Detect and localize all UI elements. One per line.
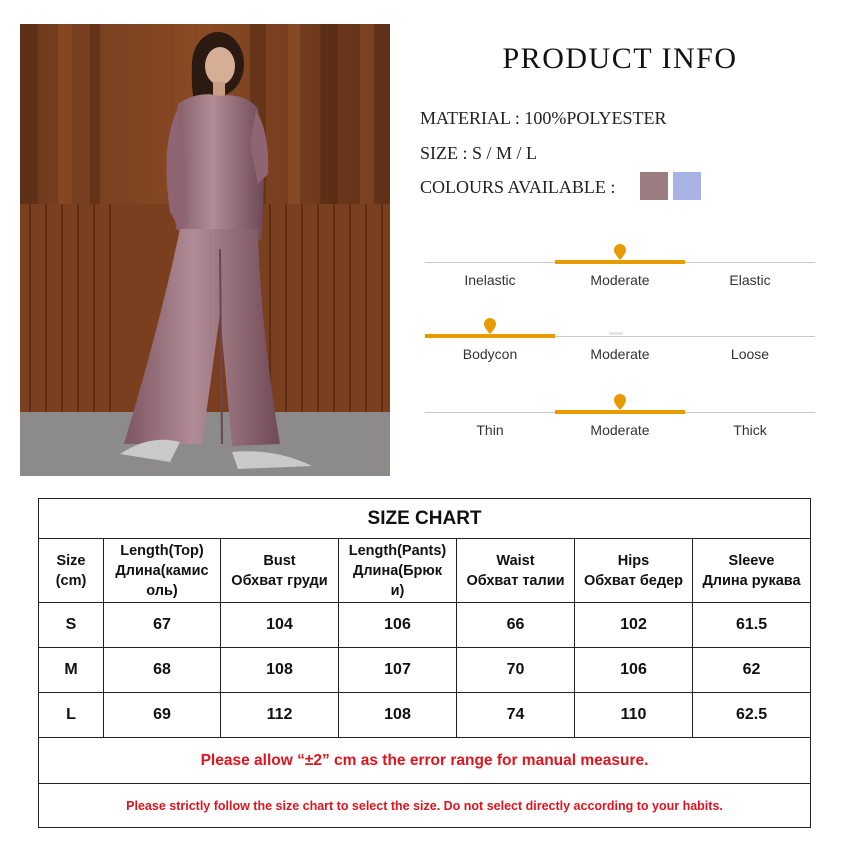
cell-bust: 108 bbox=[221, 648, 339, 693]
cell-sleeve: 62 bbox=[693, 648, 811, 693]
scale-label-elastic: Elastic bbox=[729, 272, 771, 288]
table-header-row bbox=[39, 539, 811, 603]
cell-size: L bbox=[39, 693, 104, 738]
fit-scale bbox=[425, 310, 815, 370]
cell-waist: 74 bbox=[457, 693, 575, 738]
cell-hips: 106 bbox=[575, 648, 693, 693]
model-in-satin-suit-image bbox=[20, 24, 390, 476]
size-chart-table bbox=[38, 498, 811, 828]
header-length-top: Length(Top) Длина(камис оль) bbox=[104, 539, 221, 603]
cell-length-top: 69 bbox=[104, 693, 221, 738]
scale-selected-segment bbox=[555, 410, 685, 414]
table-row bbox=[39, 603, 811, 648]
size-chart-title: SIZE CHART bbox=[39, 499, 811, 539]
table-row bbox=[39, 693, 811, 738]
cell-size: S bbox=[39, 603, 104, 648]
size-selection-note: Please strictly follow the size chart to select the size. Do not select directly according to your habits. bbox=[39, 784, 811, 828]
scale-label-moderate: Moderate bbox=[590, 422, 650, 438]
cell-bust: 112 bbox=[221, 693, 339, 738]
map-pin-icon bbox=[484, 318, 496, 334]
map-pin-icon bbox=[614, 394, 626, 410]
size-text: SIZE : S / M / L bbox=[420, 143, 538, 163]
map-pin-icon bbox=[614, 244, 626, 260]
colours-label: COLOURS AVAILABLE : bbox=[420, 177, 616, 197]
elasticity-scale bbox=[425, 236, 815, 296]
header-bust: Bust Обхват груди bbox=[221, 539, 339, 603]
cell-length-top: 68 bbox=[104, 648, 221, 693]
scale-selected-segment bbox=[425, 334, 555, 338]
cell-length-pants: 107 bbox=[339, 648, 457, 693]
scale-label-bodycon: Bodycon bbox=[462, 346, 518, 362]
header-sleeve: Sleeve Длина рукава bbox=[693, 539, 811, 603]
scale-selected-segment bbox=[555, 260, 685, 264]
header-hips: Hips Обхват бедер bbox=[575, 539, 693, 603]
table-row bbox=[39, 648, 811, 693]
header-length-pants: Length(Pants) Длина(Брюк и) bbox=[339, 539, 457, 603]
colour-swatch-mauve[interactable] bbox=[640, 172, 668, 200]
cell-length-pants: 106 bbox=[339, 603, 457, 648]
cell-waist: 70 bbox=[457, 648, 575, 693]
scale-tick bbox=[609, 332, 623, 335]
cell-sleeve: 62.5 bbox=[693, 693, 811, 738]
scale-label-thick: Thick bbox=[733, 422, 767, 438]
cell-hips: 110 bbox=[575, 693, 693, 738]
scale-label-moderate: Moderate bbox=[590, 346, 650, 362]
scale-label-moderate: Moderate bbox=[590, 272, 650, 288]
measurement-error-note: Please allow “±2” cm as the error range for manual measure. bbox=[39, 738, 811, 784]
colour-swatch-lavender[interactable] bbox=[673, 172, 701, 200]
cell-sleeve: 61.5 bbox=[693, 603, 811, 648]
cell-length-top: 67 bbox=[104, 603, 221, 648]
product-photo bbox=[20, 24, 390, 476]
cell-length-pants: 108 bbox=[339, 693, 457, 738]
header-waist: Waist Обхват талии bbox=[457, 539, 575, 603]
product-info-title: PRODUCT INFO bbox=[502, 42, 738, 75]
scale-label-thin: Thin bbox=[476, 422, 504, 438]
scale-label-inelastic: Inelastic bbox=[464, 272, 516, 288]
scale-label-loose: Loose bbox=[730, 346, 770, 362]
material-text: MATERIAL : 100%POLYESTER bbox=[420, 108, 667, 128]
cell-bust: 104 bbox=[221, 603, 339, 648]
cell-hips: 102 bbox=[575, 603, 693, 648]
cell-size: M bbox=[39, 648, 104, 693]
header-size: Size (cm) bbox=[39, 539, 104, 603]
thickness-scale bbox=[425, 386, 815, 446]
cell-waist: 66 bbox=[457, 603, 575, 648]
